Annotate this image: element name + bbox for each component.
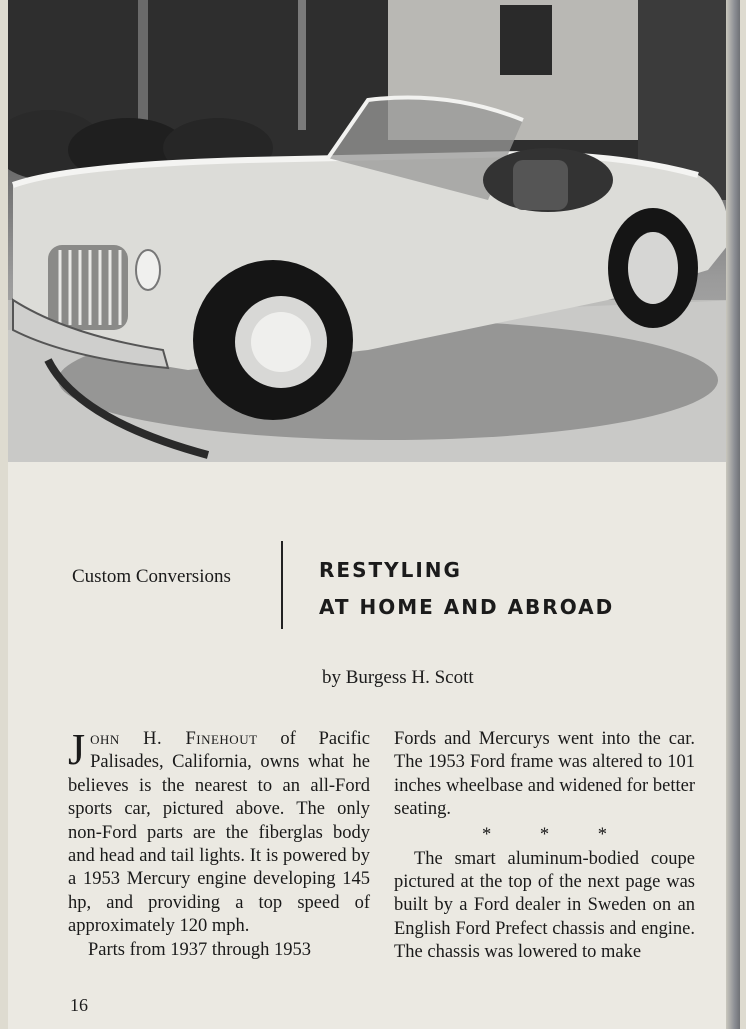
title-line-2: AT HOME AND ABROAD <box>319 595 615 619</box>
magazine-page <box>8 0 740 1029</box>
drop-cap: J <box>68 725 86 774</box>
section-separator: * * * <box>482 824 629 845</box>
book-spine <box>726 0 740 1029</box>
car-illustration-icon <box>8 0 740 462</box>
paragraph: The smart aluminum-bodied coupe pictured at the top of the next page was built by a Ford dealer in Sweden on an English Ford Prefect chassis and engine. The chassis was lowered to make <box>394 848 695 963</box>
roadster-photo <box>8 0 740 462</box>
text-column-2 <box>394 728 695 965</box>
header-divider <box>281 541 283 629</box>
paragraph: Fords and Mercurys went into the car. The 1953 Ford frame was altered to 101 inches wheelbase and widened for better seating. <box>394 729 695 820</box>
article-title <box>319 552 614 626</box>
lead-in: ohn H. Finehout <box>90 729 258 749</box>
paragraph-text: of Pacific Palisades, California, owns what he believes is the nearest to an all-Ford sports car, pictured above. The only non-Ford parts are the fiberglas body and head and tail lights. It is powered by a 1953 Mercury engine developing 145 hp, and providing a top speed of approximately 120 mph. <box>68 729 370 937</box>
paragraph <box>68 725 370 939</box>
section-label: Custom Conversions <box>72 566 231 587</box>
text-column-1 <box>68 725 370 962</box>
title-line-1: RESTYLING <box>319 558 462 582</box>
paragraph: Parts from 1937 through 1953 <box>88 939 312 960</box>
byline: by Burgess H. Scott <box>322 667 474 688</box>
page-number: 16 <box>70 995 88 1015</box>
